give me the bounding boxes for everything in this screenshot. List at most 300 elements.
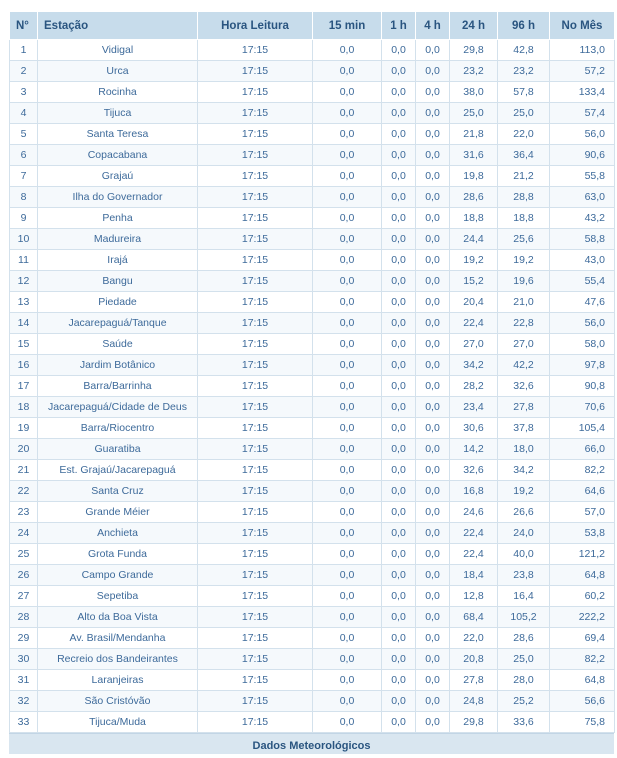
rain-4h: 0,0 (416, 628, 450, 649)
col-header-number[interactable]: N° (10, 12, 38, 40)
reading-time: 17:15 (198, 250, 313, 271)
rain-15min: 0,0 (313, 376, 382, 397)
rain-month: 47,6 (550, 292, 615, 313)
reading-time: 17:15 (198, 103, 313, 124)
rain-month: 75,8 (550, 712, 615, 733)
rain-24h: 28,2 (450, 376, 498, 397)
rain-month: 69,4 (550, 628, 615, 649)
rain-96h: 105,2 (498, 607, 550, 628)
rain-96h: 27,0 (498, 334, 550, 355)
rain-4h: 0,0 (416, 187, 450, 208)
rain-1h: 0,0 (382, 355, 416, 376)
rainfall-table (9, 11, 615, 733)
station-name: Sepetiba (38, 586, 198, 607)
table-row (10, 61, 615, 82)
station-number: 3 (10, 82, 38, 103)
station-name: Alto da Boa Vista (38, 607, 198, 628)
rain-96h: 34,2 (498, 460, 550, 481)
rain-24h: 22,4 (450, 544, 498, 565)
reading-time: 17:15 (198, 313, 313, 334)
rain-month: 43,2 (550, 208, 615, 229)
reading-time: 17:15 (198, 691, 313, 712)
station-name: Tijuca (38, 103, 198, 124)
table-row (10, 502, 615, 523)
rain-4h: 0,0 (416, 271, 450, 292)
station-number: 2 (10, 61, 38, 82)
rain-1h: 0,0 (382, 145, 416, 166)
reading-time: 17:15 (198, 460, 313, 481)
station-number: 33 (10, 712, 38, 733)
rain-month: 82,2 (550, 460, 615, 481)
rain-24h: 19,8 (450, 166, 498, 187)
rain-1h: 0,0 (382, 523, 416, 544)
rain-month: 57,0 (550, 502, 615, 523)
rain-96h: 26,6 (498, 502, 550, 523)
table-row (10, 439, 615, 460)
rain-96h: 19,2 (498, 250, 550, 271)
rain-96h: 25,6 (498, 229, 550, 250)
rain-1h: 0,0 (382, 187, 416, 208)
reading-time: 17:15 (198, 607, 313, 628)
rain-15min: 0,0 (313, 523, 382, 544)
rain-96h: 37,8 (498, 418, 550, 439)
station-number: 15 (10, 334, 38, 355)
station-number: 21 (10, 460, 38, 481)
station-name: Madureira (38, 229, 198, 250)
station-number: 6 (10, 145, 38, 166)
station-number: 16 (10, 355, 38, 376)
rain-24h: 29,8 (450, 712, 498, 733)
table-row (10, 292, 615, 313)
rain-1h: 0,0 (382, 271, 416, 292)
rain-24h: 22,4 (450, 523, 498, 544)
reading-time: 17:15 (198, 355, 313, 376)
rain-24h: 29,8 (450, 40, 498, 61)
station-number: 11 (10, 250, 38, 271)
station-name: São Cristóvão (38, 691, 198, 712)
rain-24h: 68,4 (450, 607, 498, 628)
table-body (10, 40, 615, 733)
table-row (10, 649, 615, 670)
rain-1h: 0,0 (382, 628, 416, 649)
station-name: Rocinha (38, 82, 198, 103)
rain-24h: 27,8 (450, 670, 498, 691)
table-row (10, 355, 615, 376)
rain-96h: 19,2 (498, 481, 550, 502)
station-name: Piedade (38, 292, 198, 313)
rain-96h: 22,8 (498, 313, 550, 334)
rain-month: 64,6 (550, 481, 615, 502)
station-name: Guaratiba (38, 439, 198, 460)
table-row (10, 187, 615, 208)
table-row (10, 607, 615, 628)
rain-15min: 0,0 (313, 250, 382, 271)
rain-month: 97,8 (550, 355, 615, 376)
rain-15min: 0,0 (313, 397, 382, 418)
rain-month: 70,6 (550, 397, 615, 418)
rain-96h: 36,4 (498, 145, 550, 166)
station-name: Grota Funda (38, 544, 198, 565)
station-name: Saúde (38, 334, 198, 355)
station-name: Santa Cruz (38, 481, 198, 502)
rain-15min: 0,0 (313, 271, 382, 292)
rain-4h: 0,0 (416, 334, 450, 355)
rain-4h: 0,0 (416, 124, 450, 145)
station-name: Grajaú (38, 166, 198, 187)
table-row (10, 166, 615, 187)
rain-15min: 0,0 (313, 208, 382, 229)
rain-1h: 0,0 (382, 82, 416, 103)
rain-15min: 0,0 (313, 103, 382, 124)
table-row (10, 397, 615, 418)
table-header-row (10, 12, 615, 40)
rain-15min: 0,0 (313, 166, 382, 187)
station-name: Bangu (38, 271, 198, 292)
rain-4h: 0,0 (416, 544, 450, 565)
rain-4h: 0,0 (416, 376, 450, 397)
rain-month: 66,0 (550, 439, 615, 460)
reading-time: 17:15 (198, 502, 313, 523)
station-number: 32 (10, 691, 38, 712)
rain-4h: 0,0 (416, 670, 450, 691)
col-header-1h[interactable]: 1 h (382, 12, 416, 40)
reading-time: 17:15 (198, 586, 313, 607)
station-number: 7 (10, 166, 38, 187)
station-number: 30 (10, 649, 38, 670)
rain-24h: 24,4 (450, 229, 498, 250)
rain-1h: 0,0 (382, 229, 416, 250)
rain-24h: 21,8 (450, 124, 498, 145)
station-name: Jacarepaguá/Cidade de Deus (38, 397, 198, 418)
rain-1h: 0,0 (382, 565, 416, 586)
rain-24h: 38,0 (450, 82, 498, 103)
rain-96h: 28,6 (498, 628, 550, 649)
rain-4h: 0,0 (416, 292, 450, 313)
rain-24h: 24,8 (450, 691, 498, 712)
rain-96h: 23,8 (498, 565, 550, 586)
rain-15min: 0,0 (313, 544, 382, 565)
table-row (10, 670, 615, 691)
table-row (10, 271, 615, 292)
rain-4h: 0,0 (416, 712, 450, 733)
rain-4h: 0,0 (416, 691, 450, 712)
rain-1h: 0,0 (382, 544, 416, 565)
table-row (10, 40, 615, 61)
reading-time: 17:15 (198, 229, 313, 250)
station-name: Grande Méier (38, 502, 198, 523)
rain-96h: 42,8 (498, 40, 550, 61)
rain-month: 58,8 (550, 229, 615, 250)
reading-time: 17:15 (198, 61, 313, 82)
rain-15min: 0,0 (313, 712, 382, 733)
col-header-96h[interactable]: 96 h (498, 12, 550, 40)
rain-15min: 0,0 (313, 418, 382, 439)
reading-time: 17:15 (198, 334, 313, 355)
rain-1h: 0,0 (382, 502, 416, 523)
rain-4h: 0,0 (416, 61, 450, 82)
rain-1h: 0,0 (382, 124, 416, 145)
station-number: 31 (10, 670, 38, 691)
rain-15min: 0,0 (313, 670, 382, 691)
rain-15min: 0,0 (313, 145, 382, 166)
table-row (10, 376, 615, 397)
rain-1h: 0,0 (382, 40, 416, 61)
rain-15min: 0,0 (313, 649, 382, 670)
rain-15min: 0,0 (313, 40, 382, 61)
rain-month: 57,4 (550, 103, 615, 124)
rain-96h: 16,4 (498, 586, 550, 607)
reading-time: 17:15 (198, 523, 313, 544)
rain-96h: 40,0 (498, 544, 550, 565)
station-name: Irajá (38, 250, 198, 271)
rain-month: 90,6 (550, 145, 615, 166)
rain-1h: 0,0 (382, 103, 416, 124)
rain-15min: 0,0 (313, 565, 382, 586)
station-name: Copacabana (38, 145, 198, 166)
rain-1h: 0,0 (382, 334, 416, 355)
table-row (10, 250, 615, 271)
rain-1h: 0,0 (382, 649, 416, 670)
reading-time: 17:15 (198, 145, 313, 166)
station-name: Barra/Riocentro (38, 418, 198, 439)
rain-15min: 0,0 (313, 691, 382, 712)
rain-4h: 0,0 (416, 355, 450, 376)
col-header-24h[interactable]: 24 h (450, 12, 498, 40)
rain-96h: 21,0 (498, 292, 550, 313)
table-row (10, 145, 615, 166)
station-name: Ilha do Governador (38, 187, 198, 208)
rain-4h: 0,0 (416, 649, 450, 670)
rain-15min: 0,0 (313, 607, 382, 628)
rain-month: 60,2 (550, 586, 615, 607)
col-header-15min[interactable]: 15 min (313, 12, 382, 40)
rain-96h: 25,0 (498, 103, 550, 124)
rain-month: 133,4 (550, 82, 615, 103)
rain-1h: 0,0 (382, 607, 416, 628)
rain-15min: 0,0 (313, 439, 382, 460)
rain-4h: 0,0 (416, 607, 450, 628)
rain-4h: 0,0 (416, 313, 450, 334)
rain-96h: 33,6 (498, 712, 550, 733)
table-row (10, 229, 615, 250)
rain-15min: 0,0 (313, 628, 382, 649)
rain-1h: 0,0 (382, 586, 416, 607)
station-name: Laranjeiras (38, 670, 198, 691)
station-name: Campo Grande (38, 565, 198, 586)
rain-1h: 0,0 (382, 691, 416, 712)
rain-24h: 19,2 (450, 250, 498, 271)
station-number: 27 (10, 586, 38, 607)
rain-96h: 24,0 (498, 523, 550, 544)
rain-4h: 0,0 (416, 481, 450, 502)
table-row (10, 628, 615, 649)
table-row (10, 544, 615, 565)
rain-1h: 0,0 (382, 418, 416, 439)
station-name: Jardim Botânico (38, 355, 198, 376)
rain-month: 82,2 (550, 649, 615, 670)
rain-24h: 18,4 (450, 565, 498, 586)
rain-4h: 0,0 (416, 166, 450, 187)
top-spacer (9, 0, 614, 11)
rain-24h: 31,6 (450, 145, 498, 166)
rain-15min: 0,0 (313, 124, 382, 145)
reading-time: 17:15 (198, 670, 313, 691)
station-number: 13 (10, 292, 38, 313)
rain-4h: 0,0 (416, 229, 450, 250)
station-number: 5 (10, 124, 38, 145)
rain-gauge-panel (9, 0, 614, 752)
rain-15min: 0,0 (313, 502, 382, 523)
rain-15min: 0,0 (313, 586, 382, 607)
reading-time: 17:15 (198, 649, 313, 670)
col-header-month[interactable]: No Mês (550, 12, 615, 40)
rain-15min: 0,0 (313, 292, 382, 313)
rain-month: 121,2 (550, 544, 615, 565)
rain-month: 64,8 (550, 670, 615, 691)
station-name: Barra/Barrinha (38, 376, 198, 397)
rain-15min: 0,0 (313, 334, 382, 355)
table-row (10, 334, 615, 355)
rain-4h: 0,0 (416, 523, 450, 544)
station-name: Av. Brasil/Mendanha (38, 628, 198, 649)
rain-4h: 0,0 (416, 40, 450, 61)
rain-4h: 0,0 (416, 208, 450, 229)
rain-4h: 0,0 (416, 460, 450, 481)
station-name: Jacarepaguá/Tanque (38, 313, 198, 334)
station-number: 24 (10, 523, 38, 544)
station-number: 4 (10, 103, 38, 124)
table-row (10, 313, 615, 334)
station-number: 23 (10, 502, 38, 523)
rain-15min: 0,0 (313, 82, 382, 103)
station-name: Est. Grajaú/Jacarepaguá (38, 460, 198, 481)
station-number: 10 (10, 229, 38, 250)
rain-96h: 22,0 (498, 124, 550, 145)
rain-24h: 30,6 (450, 418, 498, 439)
col-header-4h[interactable]: 4 h (416, 12, 450, 40)
rain-96h: 28,0 (498, 670, 550, 691)
rain-24h: 15,2 (450, 271, 498, 292)
station-number: 28 (10, 607, 38, 628)
rain-96h: 28,8 (498, 187, 550, 208)
rain-1h: 0,0 (382, 670, 416, 691)
rain-15min: 0,0 (313, 229, 382, 250)
rain-96h: 27,8 (498, 397, 550, 418)
rain-24h: 23,4 (450, 397, 498, 418)
station-name: Anchieta (38, 523, 198, 544)
station-number: 1 (10, 40, 38, 61)
station-name: Tijuca/Muda (38, 712, 198, 733)
station-number: 19 (10, 418, 38, 439)
rain-1h: 0,0 (382, 166, 416, 187)
rain-24h: 22,4 (450, 313, 498, 334)
col-header-station[interactable]: Estação (38, 12, 198, 40)
rain-24h: 28,6 (450, 187, 498, 208)
table-row (10, 208, 615, 229)
reading-time: 17:15 (198, 124, 313, 145)
table-row (10, 124, 615, 145)
station-number: 9 (10, 208, 38, 229)
station-number: 25 (10, 544, 38, 565)
reading-time: 17:15 (198, 418, 313, 439)
rain-96h: 19,6 (498, 271, 550, 292)
rain-1h: 0,0 (382, 439, 416, 460)
station-number: 14 (10, 313, 38, 334)
station-name: Recreio dos Bandeirantes (38, 649, 198, 670)
rain-month: 222,2 (550, 607, 615, 628)
rain-96h: 25,2 (498, 691, 550, 712)
table-row (10, 82, 615, 103)
section-header-meteorological[interactable]: Dados Meteorológicos (9, 733, 614, 754)
reading-time: 17:15 (198, 565, 313, 586)
table-row (10, 712, 615, 733)
reading-time: 17:15 (198, 481, 313, 502)
table-row (10, 418, 615, 439)
rain-1h: 0,0 (382, 292, 416, 313)
station-name: Urca (38, 61, 198, 82)
rain-4h: 0,0 (416, 586, 450, 607)
station-number: 18 (10, 397, 38, 418)
rain-96h: 21,2 (498, 166, 550, 187)
rain-1h: 0,0 (382, 460, 416, 481)
rain-1h: 0,0 (382, 208, 416, 229)
rain-15min: 0,0 (313, 355, 382, 376)
table-row (10, 586, 615, 607)
rain-24h: 27,0 (450, 334, 498, 355)
rain-4h: 0,0 (416, 418, 450, 439)
rain-24h: 25,0 (450, 103, 498, 124)
rain-month: 56,6 (550, 691, 615, 712)
rain-month: 43,0 (550, 250, 615, 271)
station-number: 12 (10, 271, 38, 292)
rain-month: 58,0 (550, 334, 615, 355)
rain-month: 55,8 (550, 166, 615, 187)
station-number: 26 (10, 565, 38, 586)
rain-24h: 20,4 (450, 292, 498, 313)
table-row (10, 481, 615, 502)
station-name: Santa Teresa (38, 124, 198, 145)
table-row (10, 565, 615, 586)
rain-96h: 32,6 (498, 376, 550, 397)
rain-24h: 14,2 (450, 439, 498, 460)
rain-1h: 0,0 (382, 712, 416, 733)
reading-time: 17:15 (198, 376, 313, 397)
rain-1h: 0,0 (382, 397, 416, 418)
rain-month: 57,2 (550, 61, 615, 82)
reading-time: 17:15 (198, 292, 313, 313)
rain-96h: 57,8 (498, 82, 550, 103)
reading-time: 17:15 (198, 271, 313, 292)
rain-96h: 23,2 (498, 61, 550, 82)
rain-month: 55,4 (550, 271, 615, 292)
rain-4h: 0,0 (416, 250, 450, 271)
rain-1h: 0,0 (382, 313, 416, 334)
rain-month: 56,0 (550, 313, 615, 334)
station-number: 20 (10, 439, 38, 460)
table-row (10, 460, 615, 481)
col-header-reading-time[interactable]: Hora Leitura (198, 12, 313, 40)
rain-4h: 0,0 (416, 565, 450, 586)
rain-month: 56,0 (550, 124, 615, 145)
reading-time: 17:15 (198, 712, 313, 733)
reading-time: 17:15 (198, 166, 313, 187)
reading-time: 17:15 (198, 208, 313, 229)
rain-month: 90,8 (550, 376, 615, 397)
rain-15min: 0,0 (313, 460, 382, 481)
rain-24h: 34,2 (450, 355, 498, 376)
station-name: Vidigal (38, 40, 198, 61)
reading-time: 17:15 (198, 439, 313, 460)
